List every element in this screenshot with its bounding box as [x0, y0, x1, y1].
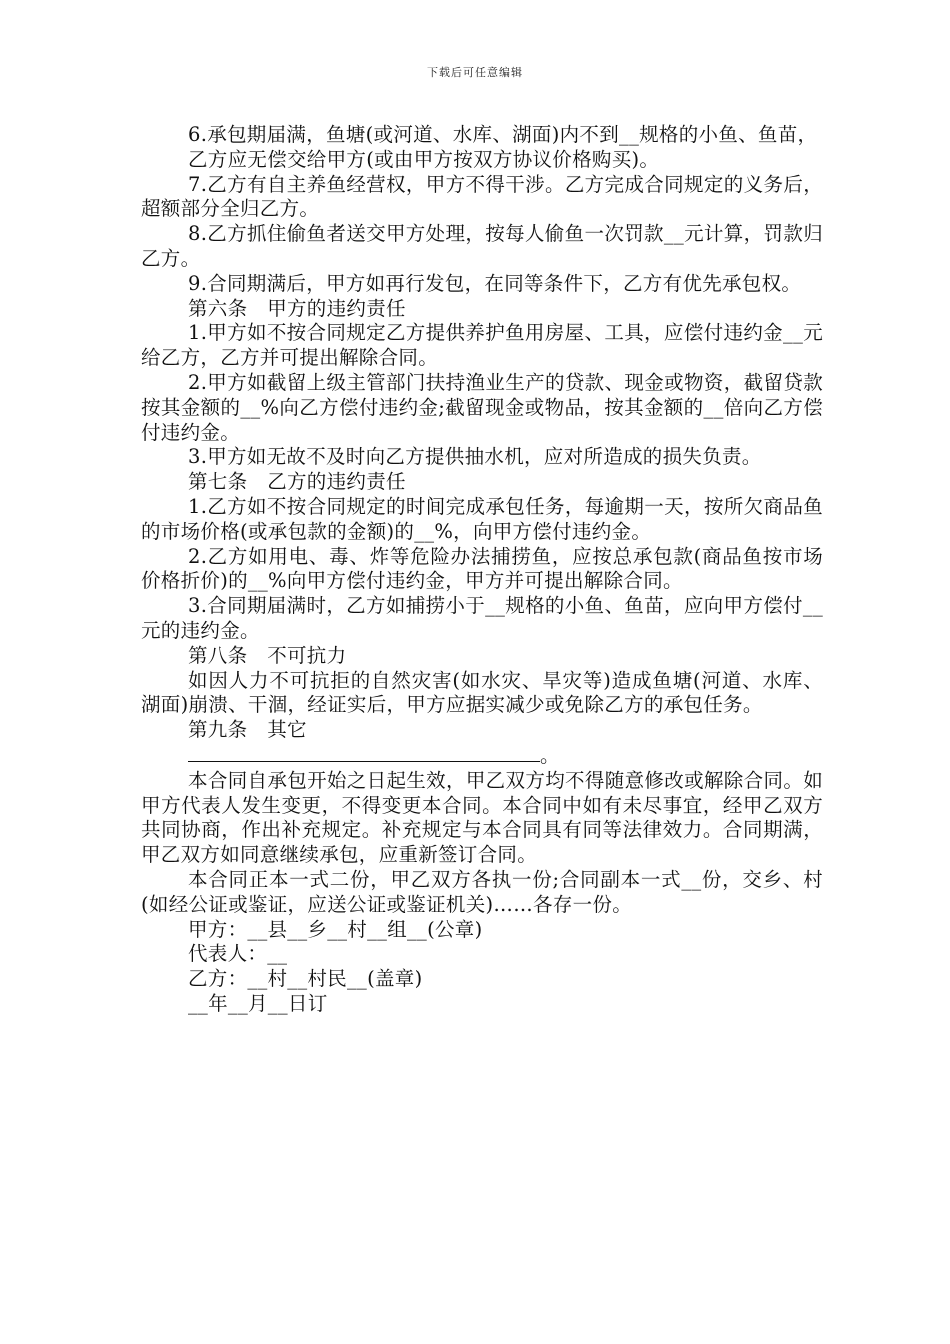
article-6-item-2: 2.甲方如截留上级主管部门扶持渔业生产的贷款、现金或物资，截留贷款按其金额的__%向乙方偿付违约金;截留现金或物品，按其金额的__倍向乙方偿付违约金。	[141, 370, 823, 444]
article-6-item-3: 3.甲方如无故不及时向乙方提供抽水机，应对所造成的损失负责。	[188, 445, 762, 469]
clause-6-continued: 乙方应无偿交给甲方(或由甲方按双方协议价格购买)。	[188, 147, 660, 171]
clause-6: 6.承包期届满，鱼塘(或河道、水库、湖面)内不到__规格的小鱼、鱼苗，	[188, 123, 818, 146]
clause-7: 7.乙方有自主养鱼经营权，甲方不得干涉。乙方完成合同规定的义务后，超额部分全归乙方。	[141, 172, 823, 221]
contract-body	[141, 123, 823, 1017]
effective-clause: 本合同自承包开始之日起生效，甲乙双方均不得随意修改或解除合同。如甲方代表人发生变更，不得变更本合同。本合同中如有未尽事宜，经甲乙双方共同协商，作出补充规定。补充规定与本合同具有同等法律效力。合同期满，甲乙双方如同意继续承包，应重新签订合同。	[141, 768, 823, 867]
signing-date: __年__月__日订	[188, 991, 328, 1015]
party-b-signature: 乙方：__村__村民__(盖章)	[188, 967, 423, 991]
article-9-blank	[141, 743, 823, 769]
article-7-heading: 第七条 乙方的违约责任	[188, 470, 406, 494]
article-7-item-2: 2.乙方如用电、毒、炸等危险办法捕捞鱼，应按总承包款(商品鱼按市场价格折价)的__%向甲方偿付违约金，甲方并可提出解除合同。	[141, 544, 823, 593]
article-8-body: 如因人力不可抗拒的自然灾害(如水灾、旱灾等)造成鱼塘(河道、水库、湖面)崩溃、干涸，经证实后，甲方应据实减少或免除乙方的承包任务。	[141, 668, 823, 717]
article-7-item-3: 3.合同期届满时，乙方如捕捞小于__规格的小鱼、鱼苗，应向甲方偿付__元的违约金。	[141, 594, 823, 642]
clause-8: 8.乙方抓住偷鱼者送交甲方处理，按每人偷鱼一次罚款__元计算，罚款归乙方。	[141, 222, 823, 270]
clause-9: 9.合同期满后，甲方如再行发包，在同等条件下，乙方有优先承包权。	[188, 271, 802, 295]
article-9-heading: 第九条 其它	[188, 718, 307, 742]
party-a-signature: 甲方：__县__乡__村__组__(公章)	[188, 917, 483, 941]
article-6-heading: 第六条 甲方的违约责任	[188, 296, 406, 320]
article-8-heading: 第八条 不可抗力	[188, 643, 347, 667]
copies-clause: 本合同正本一式二份，甲乙双方各执一份;合同副本一式__份，交乡、村(如经公证或鉴证，应送公证或鉴证机关)……各存一份。	[141, 867, 823, 916]
page-header-note: 下载后可任意编辑	[427, 66, 523, 79]
representative-signature: 代表人：__	[188, 942, 288, 966]
article-7-item-1: 1.乙方如不按合同规定的时间完成承包任务，每逾期一天，按所欠商品鱼的市场价格(或承包款的金额)的__%，向甲方偿付违约金。	[141, 494, 823, 543]
blank-line-period: 。	[540, 743, 560, 767]
fill-in-blank-line	[188, 743, 540, 762]
article-6-item-1: 1.甲方如不按合同规定乙方提供养护鱼用房屋、工具，应偿付违约金__元给乙方，乙方并可提出解除合同。	[141, 321, 823, 370]
